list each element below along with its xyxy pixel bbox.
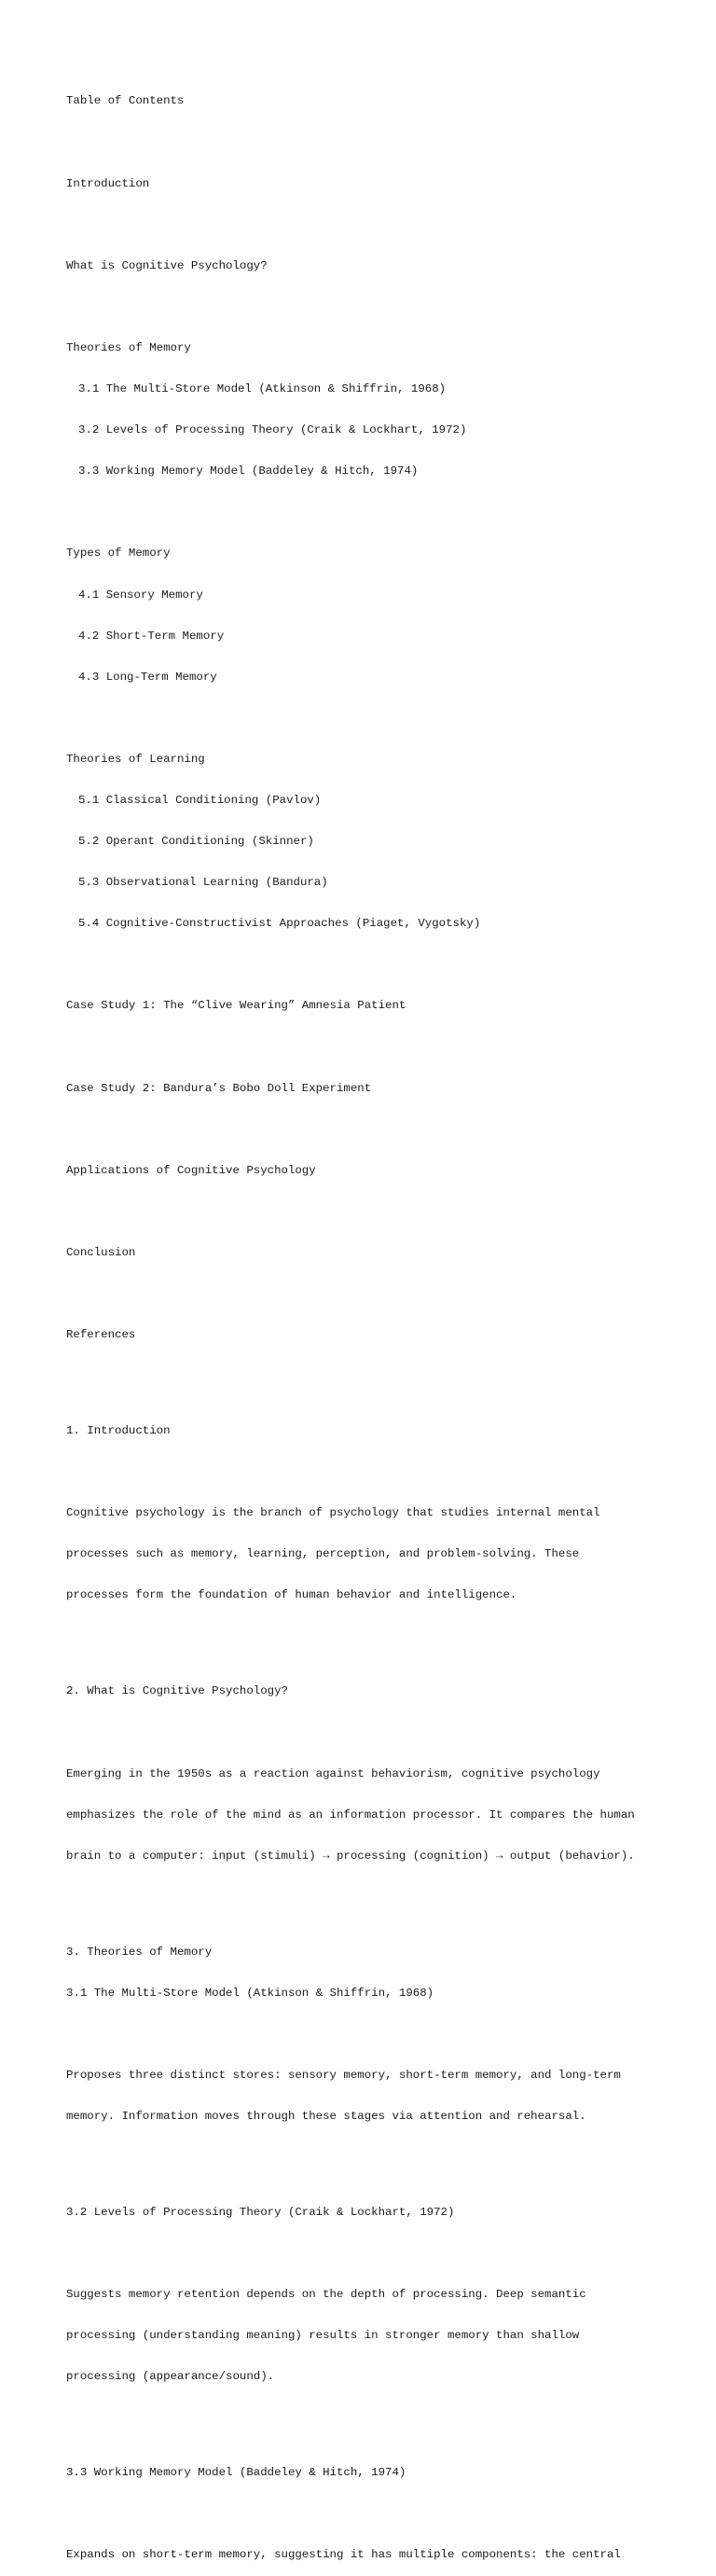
toc-subitem: 5.2 Operant Conditioning (Skinner) xyxy=(78,835,314,849)
paragraph-line: Cognitive psychology is the branch of psychology that studies internal mental xyxy=(66,1506,600,1520)
section-heading-what-is: 2. What is Cognitive Psychology? xyxy=(66,1684,288,1698)
spacer xyxy=(66,1890,682,1904)
toc-subitem: 4.2 Short-Term Memory xyxy=(78,629,225,643)
toc-subitem: 3.3 Working Memory Model (Baddeley & Hitch, 1974) xyxy=(78,464,419,478)
toc-item-types-of-memory: Types of Memory xyxy=(66,547,171,561)
spacer xyxy=(66,1205,682,1219)
toc-item-references: References xyxy=(66,1328,136,1342)
toc-subitem: 5.4 Cognitive-Constructivist Approaches (Piaget, Vygotsky) xyxy=(78,917,481,931)
paragraph-line: processing (appearance/sound). xyxy=(66,2370,275,2384)
paragraph-line: Expands on short-term memory, suggesting it has multiple components: the central xyxy=(66,2548,621,2562)
spacer xyxy=(66,1287,682,1301)
section-heading-theories-of-memory: 3. Theories of Memory xyxy=(66,1945,213,1959)
toc-subitem: 4.1 Sensory Memory xyxy=(78,588,203,602)
toc-subitem: 3.1 The Multi-Store Model (Atkinson & Shiffrin, 1968) xyxy=(78,382,447,396)
spacer xyxy=(66,1369,682,1383)
toc-item-theories-of-learning: Theories of Learning xyxy=(66,752,205,766)
toc-item-conclusion: Conclusion xyxy=(66,1246,136,1260)
spacer xyxy=(66,1725,682,1739)
spacer xyxy=(66,2247,682,2261)
toc-item-applications: Applications of Cognitive Psychology xyxy=(66,1163,316,1177)
spacer xyxy=(66,2151,682,2165)
spacer xyxy=(66,1465,682,1479)
subsection-heading-multi-store: 3.1 The Multi-Store Model (Atkinson & Shiffrin, 1968) xyxy=(66,1986,434,2000)
paragraph-line: brain to a computer: input (stimuli) → processing (cognition) → output (behavior). xyxy=(66,1849,635,1863)
subsection-heading-working-memory: 3.3 Working Memory Model (Baddeley & Hitch, 1974) xyxy=(66,2466,406,2480)
spacer xyxy=(66,2411,682,2425)
paragraph-line: Emerging in the 1950s as a reaction against behaviorism, cognitive psychology xyxy=(66,1766,600,1780)
toc-item-case-study-1: Case Study 1: The “Clive Wearing” Amnesia Patient xyxy=(66,999,406,1013)
spacer xyxy=(66,218,682,232)
toc-item-theories-of-memory: Theories of Memory xyxy=(66,340,191,354)
paragraph-line: processing (understanding meaning) results in stronger memory than shallow xyxy=(66,2329,580,2343)
subsection-heading-levels-of-processing: 3.2 Levels of Processing Theory (Craik & Lockhart, 1972) xyxy=(66,2205,455,2219)
spacer xyxy=(66,1123,682,1137)
spacer xyxy=(66,958,682,972)
paragraph-line: processes such as memory, learning, perception, and problem-solving. These xyxy=(66,1547,580,1561)
toc-subitem: 3.2 Levels of Processing Theory (Craik & Lockhart, 1972) xyxy=(78,423,467,437)
paragraph-line: emphasizes the role of the mind as an information processor. It compares the human xyxy=(66,1807,635,1821)
spacer xyxy=(66,712,682,726)
paragraph-line: processes form the foundation of human behavior and intelligence. xyxy=(66,1588,517,1602)
toc-subitem: 4.3 Long-Term Memory xyxy=(78,670,217,684)
document-page xyxy=(66,67,682,2576)
spacer xyxy=(66,2028,682,2042)
paragraph-line: Proposes three distinct stores: sensory memory, short-term memory, and long-term xyxy=(66,2068,621,2082)
toc-subitem: 5.1 Classical Conditioning (Pavlov) xyxy=(78,794,322,807)
toc-item-what-is: What is Cognitive Psychology? xyxy=(66,258,268,272)
spacer xyxy=(66,136,682,150)
spacer xyxy=(66,2507,682,2521)
spacer xyxy=(66,1041,682,1055)
section-heading-introduction: 1. Introduction xyxy=(66,1424,171,1438)
paragraph-line: memory. Information moves through these stages via attention and rehearsal. xyxy=(66,2110,586,2124)
toc-subitem: 5.3 Observational Learning (Bandura) xyxy=(78,876,328,890)
toc-heading: Table of Contents xyxy=(66,94,185,108)
spacer xyxy=(66,506,682,519)
paragraph-line: Suggests memory retention depends on the depth of processing. Deep semantic xyxy=(66,2288,586,2302)
spacer xyxy=(66,1630,682,1644)
spacer xyxy=(66,300,682,314)
toc-item-introduction: Introduction xyxy=(66,176,150,190)
toc-item-case-study-2: Case Study 2: Bandura’s Bobo Doll Experiment xyxy=(66,1081,372,1095)
